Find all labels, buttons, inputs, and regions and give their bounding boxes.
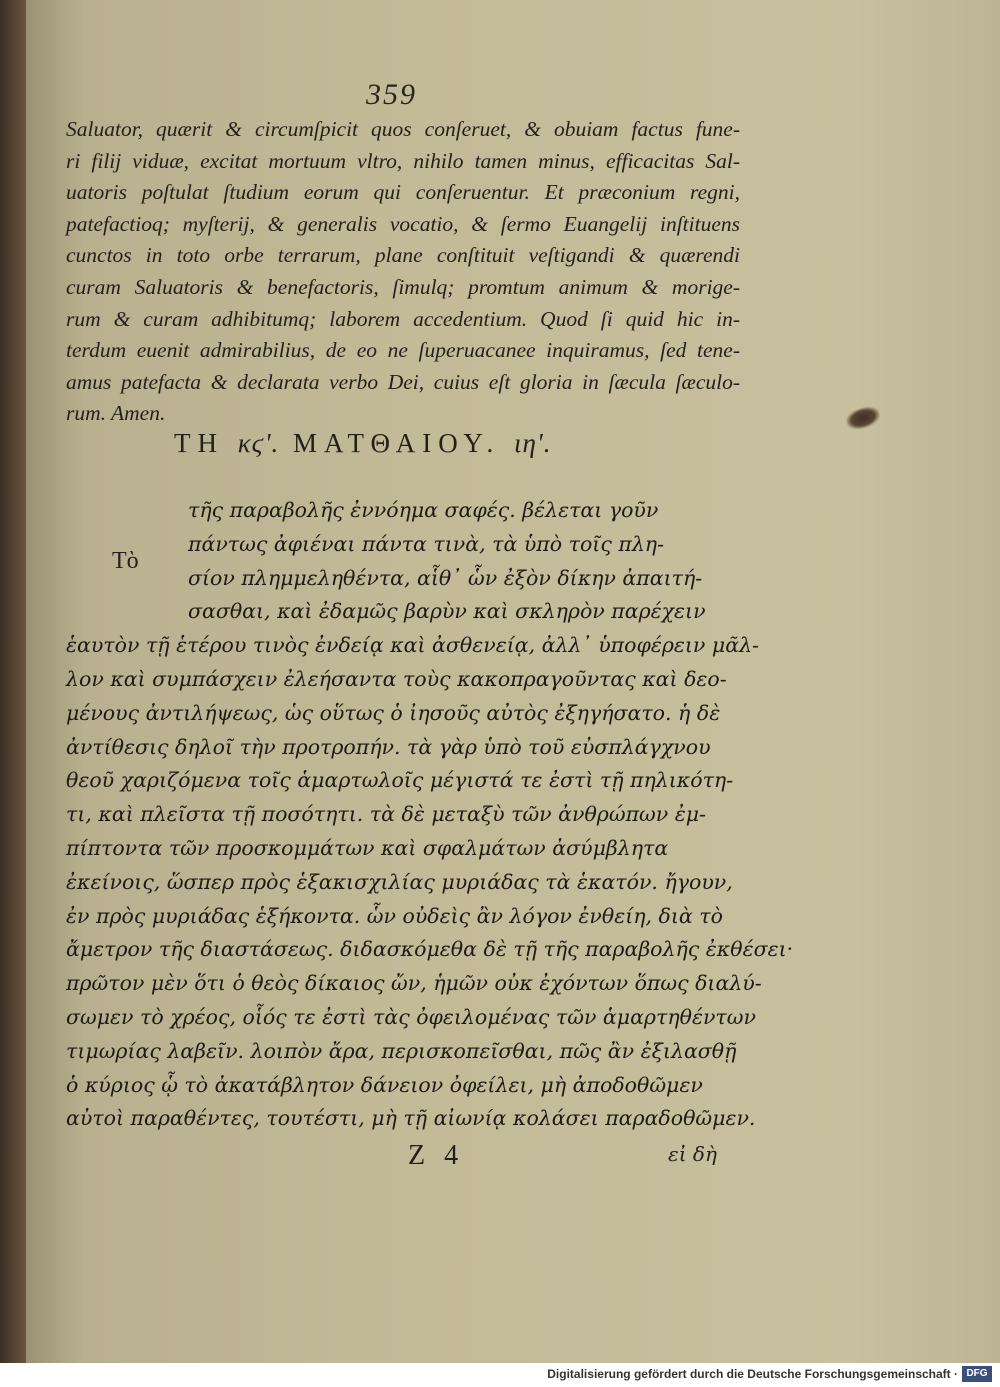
- latin-line: Saluator, quærit & circumſpicit quos conſeruet, & obuiam factus fune-: [66, 117, 740, 141]
- latin-line: amus patefacta & declarata verbo Dei, cuius eſt gloria in ſæcula ſæculo-: [66, 369, 740, 394]
- greek-line: ἄμετρον τῆς διαστάσεως. διδασκόμεθα δὲ τῇ τῆς παραβολῆς ἐκθέσει·: [66, 937, 794, 962]
- greek-line: ἑαυτὸν τῇ ἑτέρου τινὸς ἐνδείᾳ καὶ ἀσθενείᾳ, ἀλλ᾽ ὑποφέρειν μᾶλ-: [66, 633, 759, 658]
- greek-line: ἐν πρὸς μυριάδας ἑξήκοντα. ὧν οὐδεὶς ἂν λόγον ἐνθείη, διὰ τὸ: [66, 903, 723, 928]
- latin-line: curam Saluatoris & benefactoris, ſimulq; promtum animum & morige-: [66, 274, 740, 299]
- heading-number: κϛʹ.: [237, 428, 280, 458]
- heading-prefix: ΤΗ: [174, 428, 224, 458]
- latin-line: uatoris poſtulat ſtudium eorum qui conſeruentur. Et præconium regni,: [66, 180, 740, 205]
- heading-title: ΜΑΤΘΑΙΟΥ.: [292, 428, 501, 458]
- latin-line: ri filij viduæ, excitat mortuum vltro, nihilo tamen minus, efficacitas Sal-: [66, 148, 740, 173]
- greek-line: λον καὶ συμπάσχειν ἐλεήσαντα τοὺς κακοπραγοῦντας καὶ δεο-: [66, 666, 727, 691]
- greek-paragraph: [66, 494, 794, 1136]
- greek-line: τι, καὶ πλεῖστα τῇ ποσότητι. τὰ δὲ μεταξὺ τῶν ἀνθρώπων ἐμ-: [66, 802, 706, 827]
- greek-line: σίον πλημμεληθέντα, αἷθ᾽ ὧν ἐξὸν δίκην ἀπαιτή-: [188, 565, 703, 590]
- greek-line: πρῶτον μὲν ὅτι ὁ θεὸς δίκαιος ὤν, ἡμῶν οὐκ ἐχόντων ὅπως διαλύ-: [66, 971, 762, 996]
- greek-line: θεοῦ χαριζόμενα τοῖς ἁμαρτωλοῖς μέγιστά τε ἐστὶ τῇ πηλικότη-: [66, 768, 734, 793]
- greek-line: τῆς παραβολῆς ἐννόημα σαφές. βέλεται γοῦν: [188, 498, 659, 522]
- greek-line: ἀντίθεσις δηλοῖ τὴν προτροπήν. τὰ γὰρ ὑπὸ τοῦ εὐσπλάγχνου: [66, 734, 711, 759]
- greek-line: σωμεν τὸ χρέος, οἷός τε ἐστὶ τὰς ὀφειλομένας τῶν ἁμαρτηθέντων: [66, 1004, 756, 1029]
- initial-word: Τὸ: [112, 548, 139, 574]
- latin-line: rum. Amen.: [66, 401, 166, 426]
- page-edge-shadow: [0, 0, 26, 1363]
- latin-line: cunctos in toto orbe terrarum, plane conſtituit veſtigandi & quærendi: [66, 243, 740, 268]
- footer-credit: Digitalisierung gefördert durch die Deutsche Forschungsgemeinschaft ·: [547, 1367, 958, 1381]
- greek-line: ἐκείνοις, ὥσπερ πρὸς ἑξακισχιλίας μυριάδας τὰ ἑκατόν. ἤγουν,: [66, 869, 733, 894]
- latin-line: rum & curam adhibitumq; laborem accedentium. Quod ſi quid hic in-: [66, 306, 740, 331]
- dfg-logo-icon: DFG: [962, 1366, 992, 1382]
- page-number: 359: [366, 78, 417, 111]
- digitization-footer: [0, 1363, 1000, 1387]
- section-heading: [174, 428, 551, 459]
- greek-line: σασθαι, καὶ ἐδαμῶς βαρὺν καὶ σκληρὸν παρέχειν: [188, 599, 706, 624]
- latin-line: terdum euenit admirabilius, de eo ne ſuperuacanee inquiramus, ſed tene-: [66, 338, 740, 363]
- latin-line: patefactioq; myſterij, & generalis vocatio, & ſermo Euangelij inſtituens: [66, 211, 740, 236]
- heading-chapter: ιηʹ.: [514, 428, 552, 458]
- greek-line: τιμωρίας λαβεῖν. λοιπὸν ἄρα, περισκοπεῖσθαι, πῶς ἂν ἐξιλασθῇ: [66, 1038, 737, 1063]
- catchword: εἰ δὴ: [668, 1142, 717, 1166]
- latin-paragraph: [66, 114, 740, 430]
- greek-line: μένους ἀντιλήψεως, ὡς οὕτως ὁ ἰησοῦς αὐτὸς ἐξηγήσατο. ἡ δὲ: [66, 700, 721, 725]
- greek-line: πίπτοντα τῶν προσκομμάτων καὶ σφαλμάτων ἀσύμβλητα: [66, 835, 669, 860]
- greek-line: πάντως ἀφιέναι πάντα τινὰ, τὰ ὑπὸ τοῖς πλη-: [188, 531, 665, 556]
- greek-line: ὁ κύριος ᾧ τὸ ἀκατάβλητον δάνειον ὀφείλει, μὴ ἀποδοθῶμεν: [66, 1072, 703, 1097]
- greek-line: αὐτοὶ παραθέντες, τουτέστι, μὴ τῇ αἰωνίᾳ κολάσει παραδοθῶμεν.: [66, 1106, 756, 1131]
- signature-mark: Z 4: [408, 1140, 465, 1171]
